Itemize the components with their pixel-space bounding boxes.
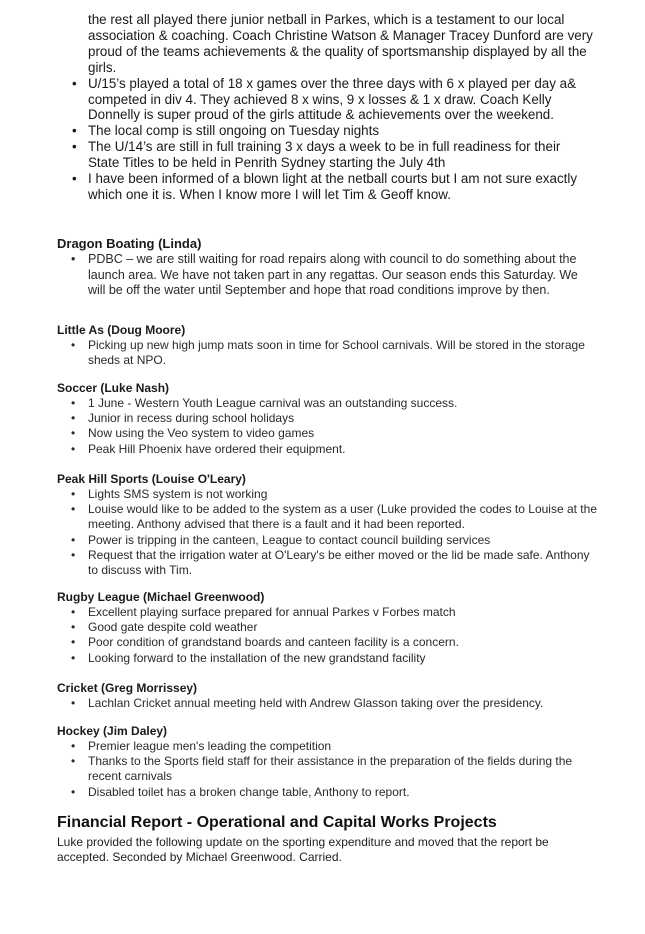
list-item: • Thanks to the Sports field staff for their assistance in the preparation of the fields during the recent carnivals <box>88 754 597 784</box>
list-item: • Peak Hill Phoenix have ordered their equipment. <box>88 442 597 457</box>
section-peak-hill-sports <box>57 472 597 578</box>
section-bullet-list <box>88 696 597 711</box>
list-item: • Lachlan Cricket annual meeting held with Andrew Glasson taking over the presidency. <box>88 696 597 711</box>
list-item: • U/15’s played a total of 18 x games over the three days with 6 x played per day a& competed in div 4. They achieved 8 x wins, 9 x losses & 1 x draw. Coach Kelly Donnelly is super proud of the girls attitude & achievements over the weekend. <box>88 76 593 124</box>
section-heading: Rugby League (Michael Greenwood) <box>57 590 265 604</box>
section-bullet-list <box>88 338 597 368</box>
section-little-as <box>57 323 597 368</box>
list-item: • Lights SMS system is not working <box>88 487 597 502</box>
list-item: • Picking up new high jump mats soon in time for School carnivals. Will be stored in the storage sheds at NPO. <box>88 338 597 368</box>
list-item: • Premier league men's leading the competition <box>88 739 597 754</box>
list-item: • I have been informed of a blown light at the netball courts but I am not sure exactly which one it is. When I know more I will let Tim & Geoff know. <box>88 171 593 203</box>
list-item: • Louise would like to be added to the system as a user (Luke provided the codes to Louise at the meeting. Anthony advised that there is a fault and it had been reported. <box>88 502 597 532</box>
section-bullet-list <box>88 252 597 299</box>
section-rugby-league <box>57 590 597 666</box>
list-item: • Request that the irrigation water at O'Leary's be either moved or the lid be made safe. Anthony to discuss with Tim. <box>88 548 597 578</box>
section-bullet-list <box>88 605 597 666</box>
section-heading: Hockey (Jim Daley) <box>57 724 168 738</box>
section-soccer <box>57 381 597 457</box>
section-hockey <box>57 724 597 800</box>
list-item: • Poor condition of grandstand boards and canteen facility is a concern. <box>88 635 597 650</box>
section-bullet-list <box>88 487 597 578</box>
list-item: • The local comp is still ongoing on Tuesday nights <box>88 123 593 139</box>
section-heading: Dragon Boating (Linda) <box>57 236 202 251</box>
financial-report-heading: Financial Report - Operational and Capital Works Projects <box>57 814 497 831</box>
section-heading: Peak Hill Sports (Louise O'Leary) <box>57 472 246 486</box>
section-dragon-boating <box>57 236 597 299</box>
list-item: • Power is tripping in the canteen, League to contact council building services <box>88 533 597 548</box>
list-item: • 1 June - Western Youth League carnival was an outstanding success. <box>88 396 597 411</box>
list-item: • Disabled toilet has a broken change table, Anthony to report. <box>88 785 597 800</box>
list-item: • The U/14’s are still in full training 3 x days a week to be in full readiness for their State Titles to be held in Penrith Sydney starting the July 4th <box>88 139 593 171</box>
list-item: • Good gate despite cold weather <box>88 620 597 635</box>
list-item: • Junior in recess during school holidays <box>88 411 597 426</box>
section-heading: Little As (Doug Moore) <box>57 323 186 337</box>
section-cricket <box>57 681 597 711</box>
financial-report-body: Luke provided the following update on the sporting expenditure and moved that the report be accepted. Seconded by Michael Greenwood. Carried. <box>57 835 549 865</box>
list-item: • Now using the Veo system to video games <box>88 426 597 441</box>
netball-report-continuation <box>88 12 593 203</box>
list-item: • Looking forward to the installation of the new grandstand facility <box>88 651 597 666</box>
section-heading: Soccer (Luke Nash) <box>57 381 170 395</box>
section-bullet-list <box>88 739 597 800</box>
section-financial-report <box>57 813 597 866</box>
netball-bullet-list <box>88 76 593 203</box>
section-heading: Cricket (Greg Morrissey) <box>57 681 198 695</box>
list-item: • Excellent playing surface prepared for annual Parkes v Forbes match <box>88 605 597 620</box>
netball-continuation-text: the rest all played there junior netball in Parkes, which is a testament to our local association & coaching. Coach Christine Watson & Manager Tracey Dunford are very proud of the teams achievements & the quality of sportsmanship displayed by all the girls. <box>88 12 593 75</box>
list-item: • PDBC – we are still waiting for road repairs along with council to do something about the launch area. We have not taken part in any regattas. Our season ends this Saturday. We will be off the water until September and hope that road conditions improve by then. <box>88 252 597 299</box>
section-bullet-list <box>88 396 597 457</box>
